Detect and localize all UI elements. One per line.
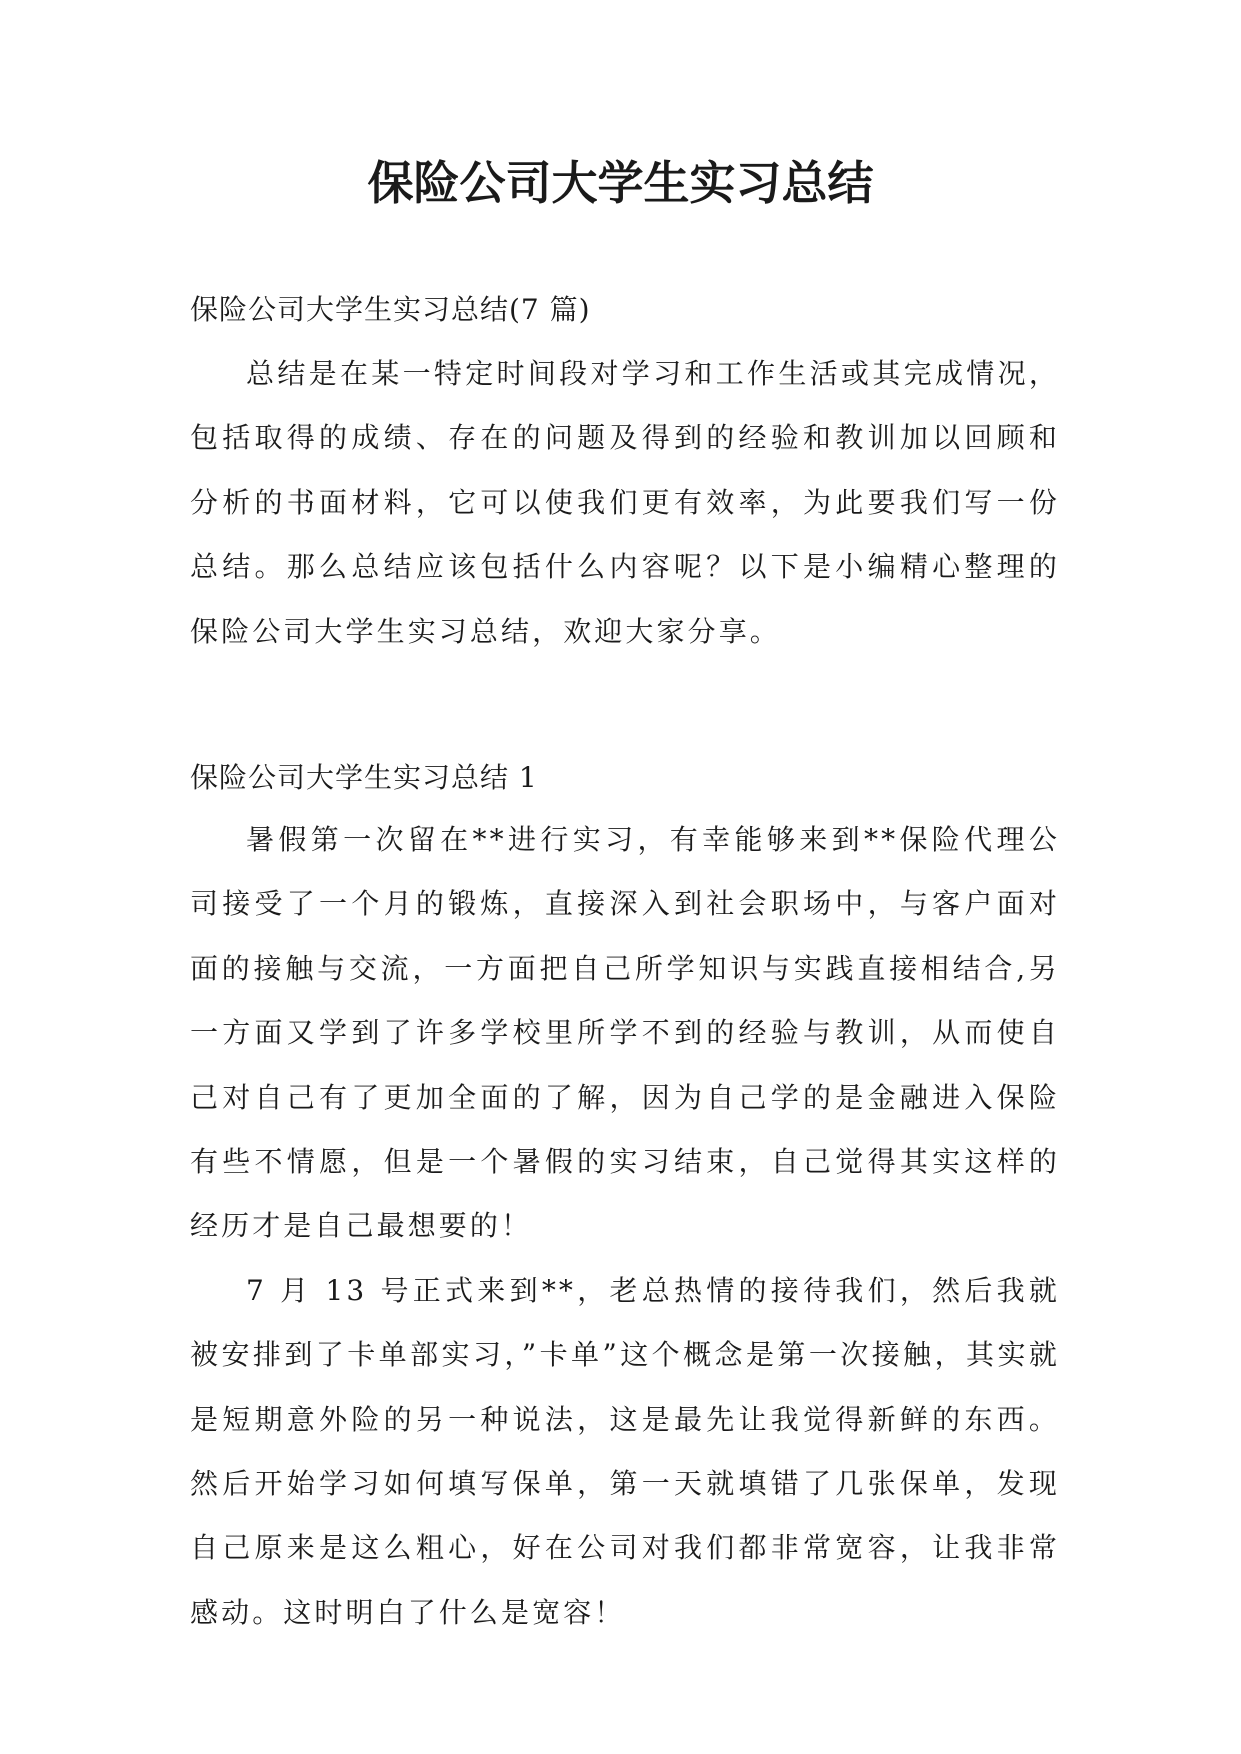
section-body — [190, 808, 1060, 1645]
body-paragraph: 7 月 13 号正式来到**，老总热情的接待我们，然后我就被安排到了卡单部实习，”卡单”这个概念是第一次接触，其实就是短期意外险的另一种说法，这是最先让我觉得新鲜的东西。然后开始学习如何填写保单，第一天就填错了几张保单，发现自己原来是这么粗心，好在公司对我们都非常宽容，让我非常感动。这时明白了什么是宽容！ — [190, 1273, 1060, 1629]
intro-section — [190, 342, 1060, 664]
body-paragraph: 暑假第一次留在**进行实习，有幸能够来到**保险代理公司接受了一个月的锻炼，直接深入到社会职场中，与客户面对面的接触与交流，一方面把自己所学知识与实践直接相结合,另一方面又学到了许多学校里所学不到的经验与教训，从而使自己对自己有了更加全面的了解，因为自己学的是金融进入保险有些不情愿，但是一个暑假的实习结束，自己觉得其实这样的经历才是自己最想要的！ — [190, 823, 1060, 1243]
document-title: 保险公司大学生实习总结 — [367, 156, 874, 210]
intro-paragraph: 总结是在某一特定时间段对学习和工作生活或其完成情况，包括取得的成绩、存在的问题及得到的经验和教训加以回顾和分析的书面材料，它可以使我们更有效率，为此要我们写一份总结。那么总结应该包括什么内容呢？以下是小编精心整理的保险公司大学生实习总结，欢迎大家分享。 — [190, 357, 1060, 648]
section-heading: 保险公司大学生实习总结 1 — [190, 761, 538, 794]
document-subtitle: 保险公司大学生实习总结(7 篇) — [190, 293, 591, 326]
